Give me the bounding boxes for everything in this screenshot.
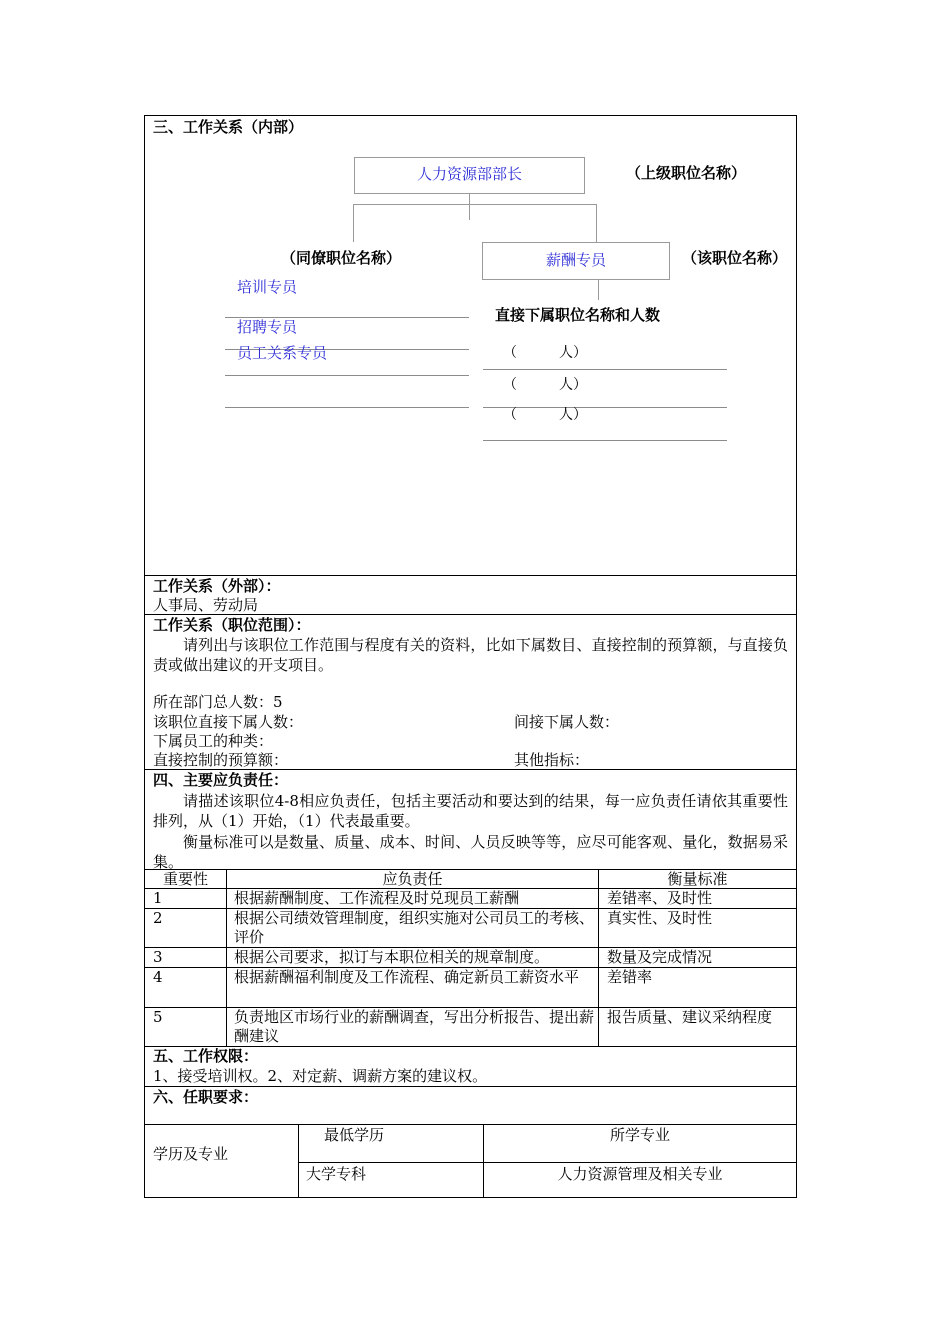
- duty-text: 根据薪酬制度、工作流程及时兑现员工薪酬: [234, 889, 520, 907]
- job-description-form: [144, 115, 797, 1198]
- subordinates-heading: 直接下属职位名称和人数: [495, 306, 661, 324]
- duty-rank: 4: [153, 968, 163, 986]
- table-col-line: [226, 869, 227, 1046]
- subordinate-types: 下属员工的种类：: [153, 732, 274, 750]
- authority-heading: 五、工作权限：: [153, 1047, 259, 1065]
- subordinate-close: 人）: [559, 345, 587, 361]
- external-relations-content: 人事局、劳动局: [153, 596, 259, 614]
- peer-line: [225, 407, 469, 408]
- table-col-line: [298, 1124, 299, 1198]
- subordinate-line: [483, 407, 727, 408]
- duty-rank: 3: [153, 948, 163, 966]
- this-position-note: （该职位名称）: [682, 249, 788, 267]
- duties-instruction-1: 请描述该职位4-8相应负责任，包括主要活动和要达到的结果，每一应负责任请依其重要性排列，从（1）开始，（1）代表最重要。: [153, 792, 788, 830]
- peer-item-recruiting: 招聘专员: [237, 318, 298, 336]
- section-divider: [145, 614, 796, 615]
- col-header-duty: 应负责任: [382, 870, 443, 888]
- table-col-line: [598, 869, 599, 1046]
- this-position-box: 薪酬专员: [482, 242, 670, 280]
- section-divider: [145, 1124, 796, 1125]
- section-divider: [145, 769, 796, 770]
- major-header: 所学专业: [609, 1126, 670, 1144]
- duties-heading: 四、主要应负责任：: [153, 771, 289, 789]
- peer-item-employee-relations: 员工关系专员: [237, 344, 328, 362]
- scope-instruction: 请列出与该职位工作范围与程度有关的资料，比如下属数目、直接控制的预算额，与直接负责或做出建议的开支项目。: [153, 636, 788, 674]
- subordinate-open: （: [503, 377, 517, 393]
- authority-content: 1、接受培训权。2、对定薪、调薪方案的建议权。: [153, 1067, 488, 1085]
- min-education-value: 大学专科: [306, 1165, 367, 1183]
- duty-measure: 差错率、及时性: [607, 889, 713, 907]
- org-connector-down: [598, 280, 599, 300]
- peer-position-note: （同僚职位名称）: [281, 249, 402, 267]
- education-row-label: 学历及专业: [153, 1145, 229, 1163]
- org-connector-vertical: [469, 194, 470, 220]
- duty-text: 根据公司要求，拟订与本职位相关的规章制度。: [234, 948, 550, 966]
- dept-total: 所在部门总人数：5: [153, 693, 283, 711]
- external-relations-heading: 工作关系（外部）：: [153, 577, 281, 595]
- org-connector-left: [353, 204, 354, 242]
- duty-rank: 1: [153, 889, 163, 907]
- internal-relations-heading: 三、工作关系（内部）: [153, 118, 304, 136]
- subordinate-close: 人）: [559, 377, 587, 393]
- col-header-rank: 重要性: [162, 870, 208, 888]
- section-divider: [145, 575, 796, 576]
- major-value: 人力资源管理及相关专业: [557, 1165, 723, 1183]
- duty-rank: 5: [153, 1008, 163, 1026]
- subordinate-close: 人）: [559, 407, 587, 423]
- budget: 直接控制的预算额：: [153, 751, 289, 769]
- col-header-measure: 衡量标准: [667, 870, 728, 888]
- scope-heading: 工作关系（职位范围）：: [153, 616, 311, 634]
- duties-instruction-2: 衡量标准可以是数量、质量、成本、时间、人员反映等等，应尽可能客观、量化，数据易采集。: [153, 833, 788, 871]
- duty-measure: 数量及完成情况: [607, 948, 713, 966]
- duty-rank: 2: [153, 909, 163, 927]
- superior-position-note: （上级职位名称）: [626, 164, 747, 182]
- subordinate-open: （: [503, 407, 517, 423]
- duty-measure: 报告质量、建议采纳程度: [607, 1008, 773, 1026]
- min-education-header: 最低学历: [324, 1126, 385, 1144]
- superior-position-box: 人力资源部部长: [354, 157, 585, 194]
- section-divider: [145, 1086, 796, 1087]
- duty-text: 根据公司绩效管理制度，组织实施对公司员工的考核、评价: [234, 909, 595, 946]
- org-connector-horizontal: [353, 204, 597, 205]
- subordinate-line: [483, 369, 727, 370]
- requirements-heading: 六、任职要求：: [153, 1088, 259, 1106]
- subordinate-line: [483, 440, 727, 441]
- indirect-subordinates: 间接下属人数：: [514, 713, 620, 731]
- direct-subordinates: 该职位直接下属人数：: [153, 713, 304, 731]
- other-indicators: 其他指标：: [514, 751, 590, 769]
- org-connector-right: [596, 204, 597, 242]
- subordinate-open: （: [503, 345, 517, 361]
- duty-measure: 差错率: [607, 968, 653, 986]
- table-line: [298, 1162, 796, 1163]
- duty-text: 根据薪酬福利制度及工作流程、确定新员工薪资水平: [234, 968, 580, 986]
- peer-item-training: 培训专员: [237, 278, 298, 296]
- duty-measure: 真实性、及时性: [607, 909, 713, 927]
- duty-text: 负责地区市场行业的薪酬调查，写出分析报告、提出薪酬建议: [234, 1008, 595, 1045]
- peer-line: [225, 375, 469, 376]
